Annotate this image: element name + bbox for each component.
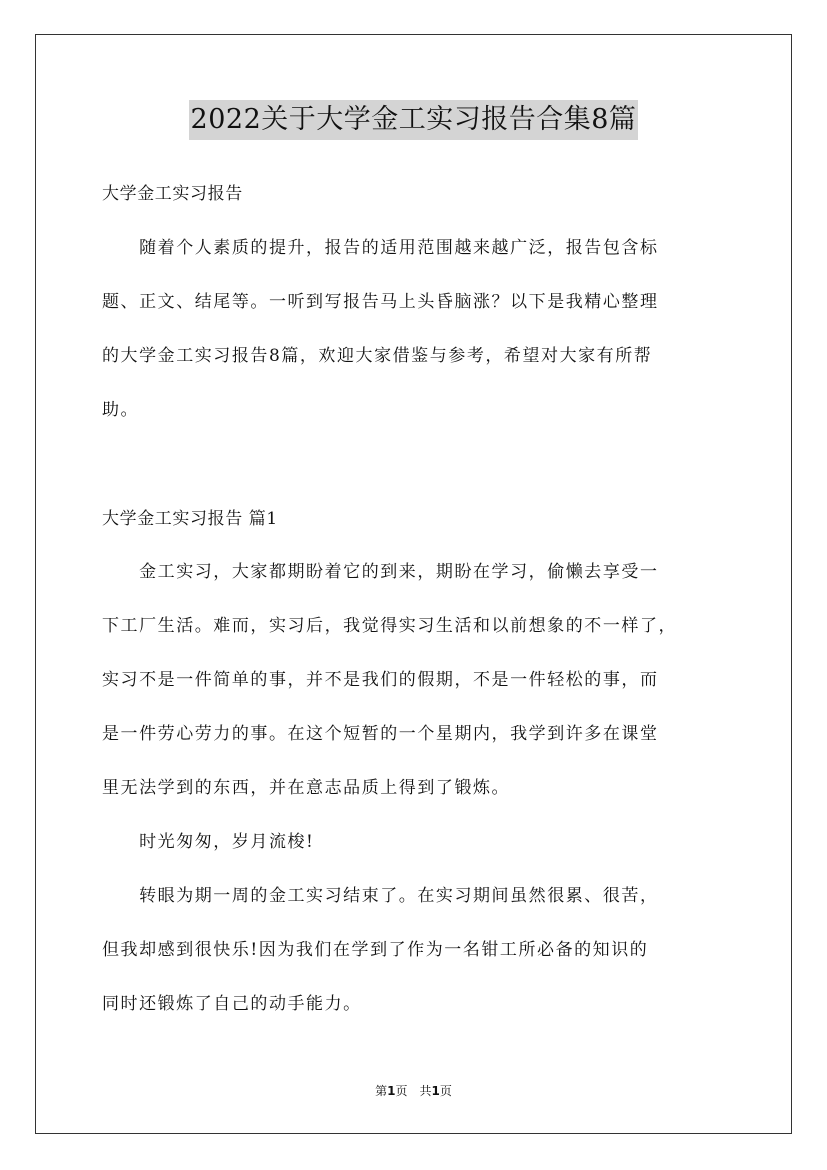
document-title-text: 2022关于大学金工实习报告合集8篇 — [189, 100, 639, 140]
article-line: 下工厂生活。难而，实习后，我觉得实习生活和以前想象的不一样了， — [102, 616, 678, 636]
page-footer — [0, 1083, 827, 1099]
footer-page-total: 1 — [431, 1084, 440, 1098]
section-heading: 大学金工实习报告 — [102, 184, 243, 204]
article-line: 同时还锻炼了自己的动手能力。 — [102, 994, 362, 1014]
article-line: 转眼为期一周的金工实习结束了。在实习期间虽然很累、很苦， — [102, 886, 659, 906]
document-title — [0, 100, 827, 143]
intro-line: 题、正文、结尾等。一听到写报告马上头昏脑涨？以下是我精心整理 — [102, 292, 659, 312]
footer-page-current: 1 — [387, 1084, 396, 1098]
article-line: 是一件劳心劳力的事。在这个短暂的一个星期内，我学到许多在课堂 — [102, 724, 659, 744]
article-line: 但我却感到很快乐!因为我们在学到了作为一名钳工所必备的知识的 — [102, 940, 649, 960]
footer-page-suffix: 页 — [439, 1084, 452, 1098]
article-line: 金工实习，大家都期盼着它的到来，期盼在学习，偷懒去享受一 — [102, 562, 659, 582]
article-line: 实习不是一件简单的事，并不是我们的假期，不是一件轻松的事，而 — [102, 670, 659, 690]
intro-line: 助。 — [102, 400, 140, 420]
article-line: 时光匆匆，岁月流梭! — [102, 832, 315, 852]
footer-page-prefix: 第 — [375, 1084, 388, 1098]
article-heading: 大学金工实习报告 篇1 — [102, 509, 278, 529]
footer-page-unit: 页 共 — [395, 1084, 432, 1098]
intro-line: 的大学金工实习报告8篇，欢迎大家借鉴与参考，希望对大家有所帮 — [102, 346, 653, 366]
article-line: 里无法学到的东西，并在意志品质上得到了锻炼。 — [102, 778, 511, 798]
intro-line: 随着个人素质的提升，报告的适用范围越来越广泛，报告包含标 — [102, 238, 659, 258]
